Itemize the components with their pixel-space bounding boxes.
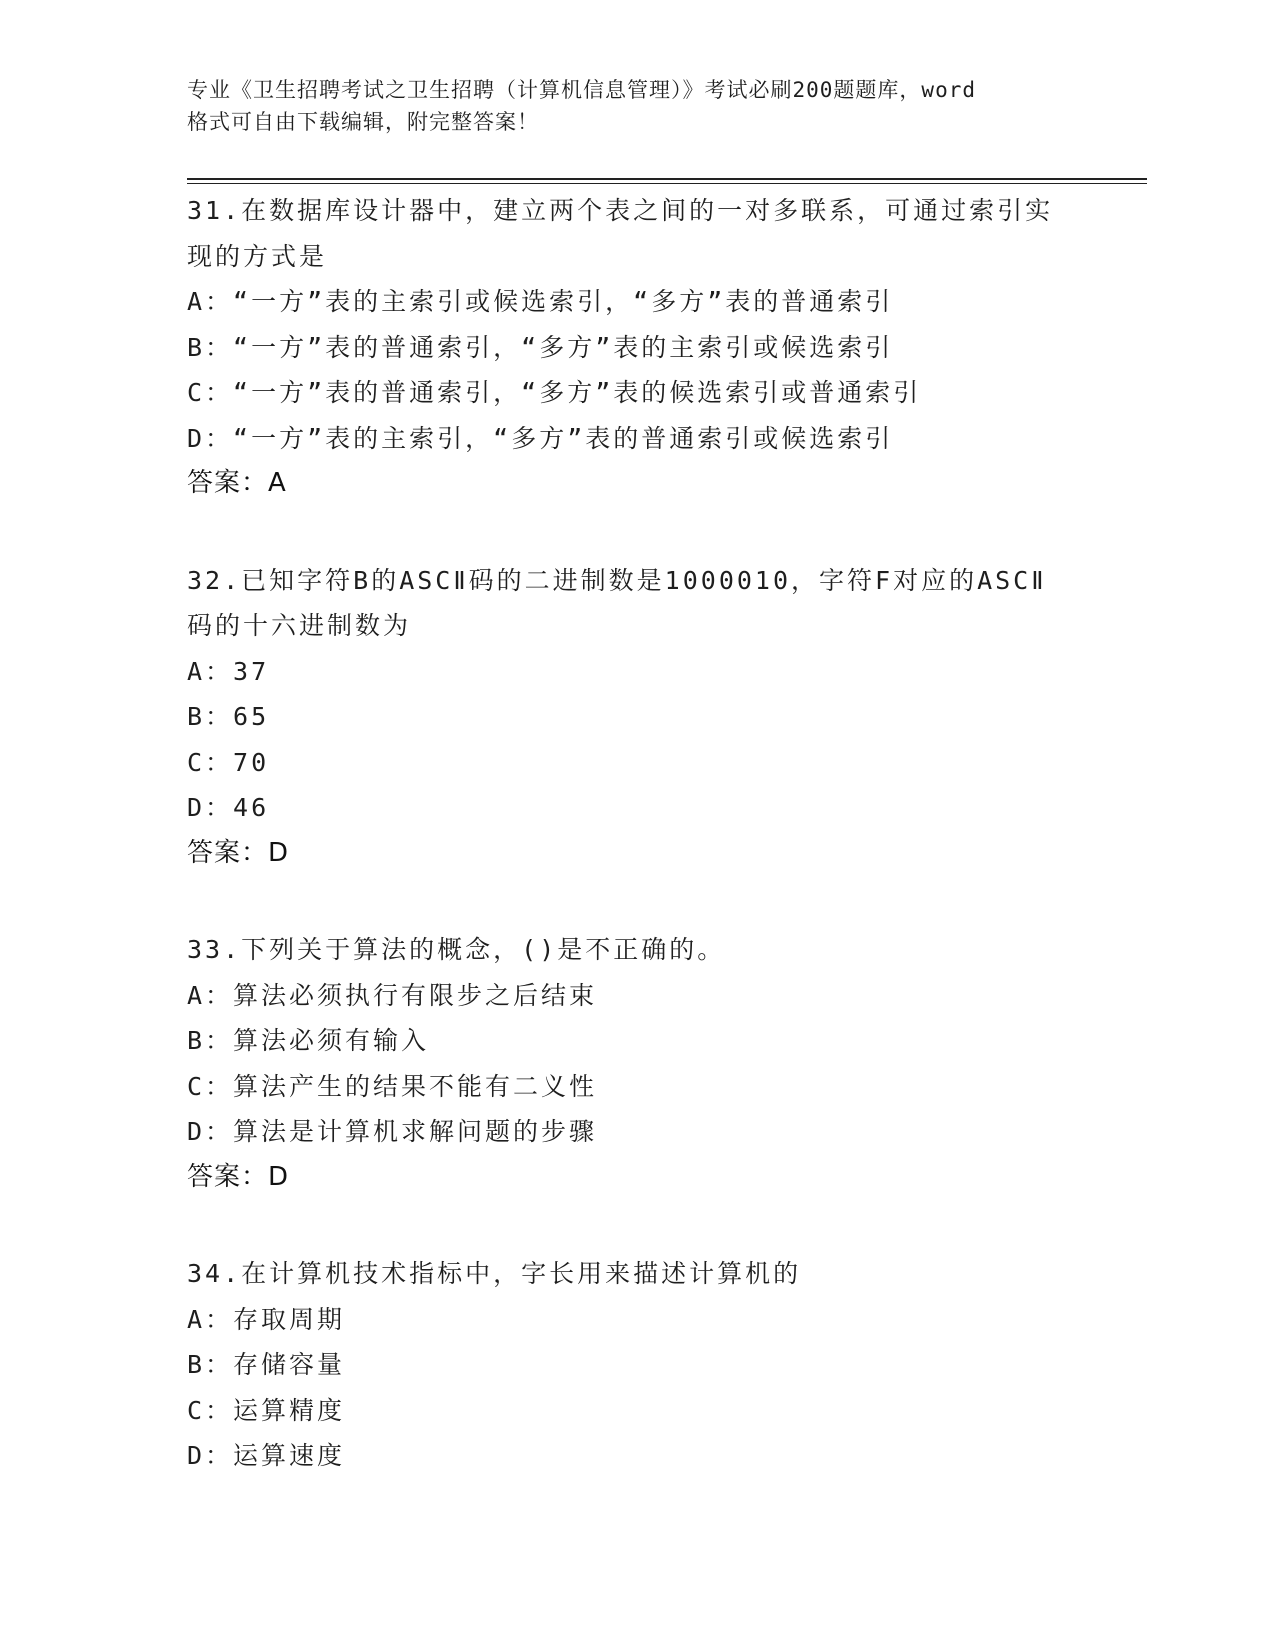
- document-header: [187, 74, 1087, 138]
- header-line-2: 格式可自由下载编辑，附完整答案！: [187, 110, 539, 134]
- question-stem: 34.在计算机技术指标中，字长用来描述计算机的: [187, 1259, 802, 1288]
- option-a: A：存取周期: [187, 1304, 346, 1334]
- option-c: C：70: [187, 747, 270, 777]
- option-d: D：运算速度: [187, 1441, 346, 1470]
- question-34: [187, 1251, 1087, 1479]
- option-a: A：“一方”表的主索引或候选索引，“多方”表的普通索引: [187, 287, 894, 316]
- option-c: C：运算精度: [187, 1395, 346, 1425]
- question-stem: 31.在数据库设计器中，建立两个表之间的一对多联系，可通过索引实现的方式是: [187, 196, 1054, 271]
- option-d: D：算法是计算机求解问题的步骤: [187, 1117, 598, 1146]
- answer-line: 答案：D: [187, 1161, 290, 1192]
- question-stem: 32.已知字符B的ASCⅡ码的二进制数是1000010，字符F对应的ASCⅡ码的十六进制数为: [187, 565, 1047, 640]
- option-b: B：65: [187, 702, 270, 731]
- answer-line: 答案：A: [187, 468, 287, 498]
- option-d: D：“一方”表的主索引，“多方”表的普通索引或候选索引: [187, 423, 894, 453]
- option-d: D：46: [187, 793, 270, 822]
- question-31: [187, 188, 1087, 507]
- option-b: B：存储容量: [187, 1350, 346, 1379]
- header-line-1: 专业《卫生招聘考试之卫生招聘（计算机信息管理）》考试必刷200题题库，word: [187, 78, 976, 102]
- header-divider-thin: [187, 183, 1147, 184]
- question-stem: 33.下列关于算法的概念，()是不正确的。: [187, 935, 726, 964]
- option-c: C：算法产生的结果不能有二义性: [187, 1071, 598, 1101]
- question-list: [187, 188, 1087, 1530]
- answer-line: 答案：D: [187, 837, 290, 868]
- question-33: [187, 927, 1087, 1200]
- question-32: [187, 558, 1087, 877]
- option-b: B：“一方”表的普通索引，“多方”表的主索引或候选索引: [187, 332, 894, 362]
- option-c: C：“一方”表的普通索引，“多方”表的候选索引或普通索引: [187, 378, 922, 407]
- option-a: A：算法必须执行有限步之后结束: [187, 980, 598, 1010]
- option-b: B：算法必须有输入: [187, 1026, 430, 1055]
- header-divider-thick: [187, 178, 1147, 180]
- option-a: A：37: [187, 656, 270, 686]
